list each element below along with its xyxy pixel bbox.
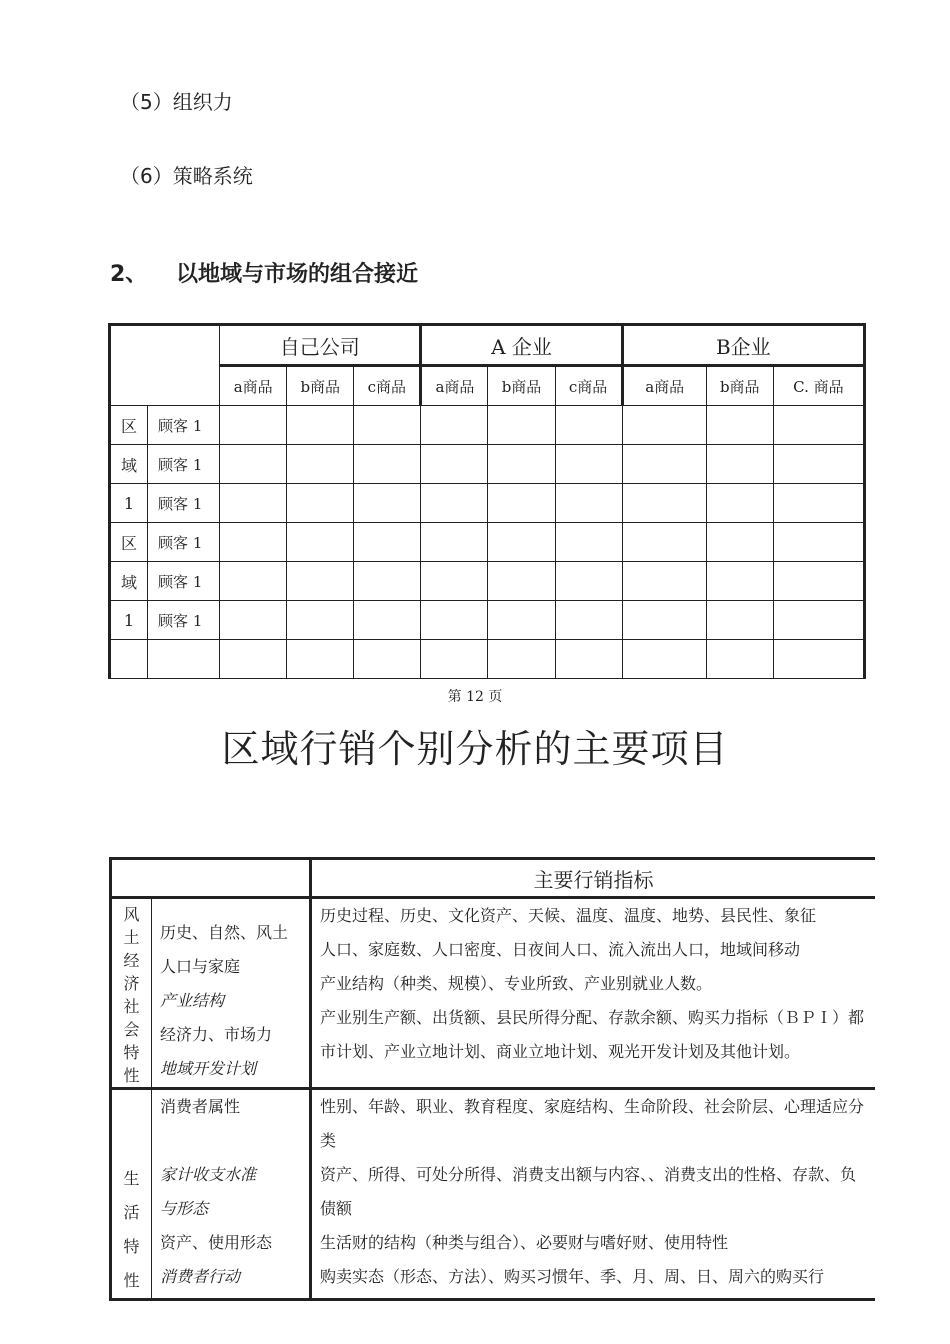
category-fudo-economy: 风 土 经 济 社 会 特 性	[111, 898, 152, 1089]
customer-label: 顾客 1	[148, 523, 220, 562]
subcategory: 产业结构	[160, 991, 225, 1010]
category-lifestyle: 生 活 特 性	[111, 1089, 152, 1300]
indicator-text: 资产、所得、可处分所得、消费支出额与内容、、消费支出的性格、存款、负债额	[320, 1165, 857, 1218]
indicator-list	[311, 1089, 876, 1300]
subcategory: 与形态	[160, 1199, 209, 1218]
list-item-organization: （5）组织力	[120, 90, 233, 114]
customer-label: 顾客 1	[148, 445, 220, 484]
region-char: 域	[110, 562, 148, 601]
header-indicators: 主要行销指标	[311, 859, 876, 898]
subcategory: 资产、使用形态	[160, 1233, 273, 1252]
indicator-text: 购卖实态（形态、方法）、购买习惯年、季、月、周、日、周六的购买行	[320, 1267, 825, 1286]
subcategory: 消费者行动	[160, 1267, 241, 1286]
region-market-table	[108, 323, 866, 681]
subcategory-list	[152, 898, 311, 1089]
customer-label: 顾客 1	[148, 562, 220, 601]
regional-marketing-table	[109, 857, 875, 1327]
product-header: b商品	[488, 366, 555, 406]
list-item-strategy-system: （6）策略系统	[120, 164, 253, 188]
subcategory: 家计收支水准	[160, 1165, 257, 1184]
page-number: 第 12 页	[447, 689, 503, 705]
indicator-text: 生活财的结构（种类与组合）、必要财与嗜好财、使用特性	[320, 1233, 729, 1252]
region-char: 区	[110, 523, 148, 562]
subcategory: 地域开发计划	[160, 1059, 257, 1078]
section-heading	[110, 257, 418, 288]
product-header: C. 商品	[773, 366, 864, 406]
indicator-text: 人口、家庭数、人口密度、日夜间人口、流入流出人口，地域间移动	[320, 940, 801, 959]
product-header: b商品	[287, 366, 354, 406]
region-char: 1	[110, 601, 148, 640]
subcategory: 人口与家庭	[160, 957, 241, 976]
indicator-text: 产业别生产额、出货额、县民所得分配、存款余额、购买力指标（ＢＰＩ）都市计划、产业立地计划、商业立地计划、观光开发计划及其他计划。	[320, 1008, 865, 1061]
group-header-a: A 企业	[421, 325, 622, 366]
subcategory: 历史、自然、风土	[160, 923, 289, 942]
customer-label: 顾客 1	[148, 601, 220, 640]
subcategory: 消费者属性	[160, 1097, 241, 1116]
region-char: 1	[110, 484, 148, 523]
subcategory: 经济力、市场力	[160, 1025, 273, 1044]
section-title: 以地域与市场的组合接近	[176, 262, 419, 287]
region-char: 域	[110, 445, 148, 484]
product-header: a商品	[220, 366, 287, 406]
product-header: c商品	[555, 366, 622, 406]
indicator-text: 性别、年龄、职业、教育程度、家庭结构、生命阶段、社会阶层、心理适应分类	[320, 1097, 865, 1150]
customer-label: 顾客 1	[148, 406, 220, 445]
section-number: 2、	[110, 262, 148, 287]
subcategory-list	[152, 1089, 311, 1300]
corner-cell	[110, 325, 220, 406]
group-header-b: B企业	[622, 325, 864, 366]
product-header: c商品	[354, 366, 421, 406]
indicator-list	[311, 898, 876, 1089]
indicator-text: 历史过程、历史、文化资产、天候、温度、温度、地势、县民性、象征	[320, 906, 817, 925]
indicator-text: 产业结构（种类、规模）、专业所致、产业别就业人数。	[320, 974, 713, 993]
customer-label: 顾客 1	[148, 484, 220, 523]
header-blank-cell	[111, 859, 311, 898]
group-header-own: 自己公司	[220, 325, 421, 366]
product-header: b商品	[706, 366, 773, 406]
region-char: 区	[110, 406, 148, 445]
product-header: a商品	[622, 366, 706, 406]
product-header: a商品	[421, 366, 488, 406]
page-title: 区域行销个别分析的主要项目	[221, 727, 729, 771]
